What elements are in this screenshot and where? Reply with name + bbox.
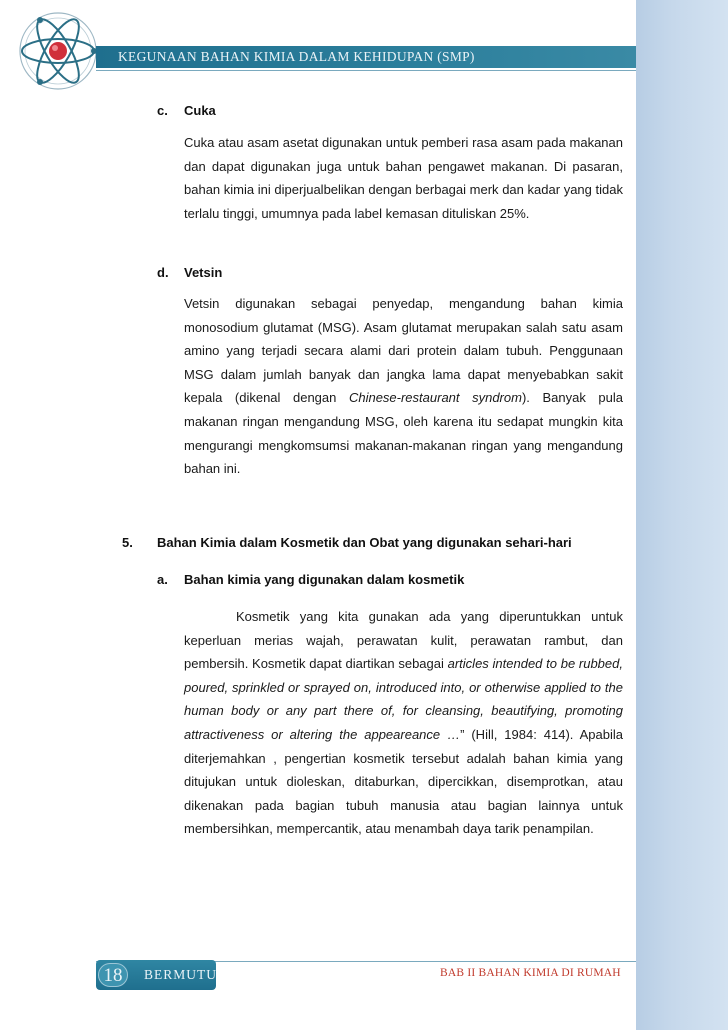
section-heading-5: Bahan Kimia dalam Kosmetik dan Obat yang digunakan sehari-hari xyxy=(157,535,572,550)
item-heading-kosmetik: Bahan kimia yang digunakan dalam kosmetik xyxy=(184,572,465,587)
kosmetik-italic-quote: articles intended to be rubbed, poured, sprinkled or sprayed on, introduced into, or otherwise applied to the human body or any part there of, for cleansing, beautifying, promoting attractiveness or altering the appeareance … xyxy=(184,656,623,742)
vetsin-text-2: ). Banyak pula makanan ringan mengandung MSG, oleh karena itu sedapat mungkin kita mengurangi mengkomsumsi makanan-makanan ringan yang mengandung bahan ini. xyxy=(184,390,623,477)
paragraph-vetsin xyxy=(184,292,623,481)
paragraph-cuka: Cuka atau asam asetat digunakan untuk pemberi rasa asam pada makanan dan dapat digunakan juga untuk bahan pengawet makanan. Di pasaran, bahan kimia ini diperjualbelikan dengan berbagai merk dan kadar yang tidak terlalu tinggi, umumnya pada label kemasan dituliskan 25%. xyxy=(184,135,623,221)
footer-page-badge xyxy=(96,960,216,990)
header-title: KEGUNAAN BAHAN KIMIA DALAM KEHIDUPAN (SMP) xyxy=(118,49,475,64)
item-marker-d: d. xyxy=(157,265,169,280)
item-marker-a: a. xyxy=(157,572,168,587)
page-number: 18 xyxy=(103,965,123,986)
item-marker-c: c. xyxy=(157,103,168,118)
side-decorative-band xyxy=(636,0,728,1030)
atom-emblem-icon xyxy=(6,8,110,94)
vetsin-text-1: Vetsin digunakan sebagai penyedap, mengandung bahan kimia monosodium glutamat (MSG). Asam glutamat merupakan salah satu asam amino yang terjadi secara alami dari protein dalam tubuh. Penggunaan MSG dalam jumlah banyak dan jangka lama dapat menyebabkan sakit kepala (dikenal dengan xyxy=(184,296,623,406)
kosmetik-text-2: ” (Hill, 1984: 414). Apabila diterjemahkan , pengertian kosmetik tersebut adalah bahan kimia yang ditujukan untuk dioleskan, ditaburkan, dipercikkan, disemprotkan, atau dikenakan pada bagian tubuh manusia atau bagian lainnya untuk membersihkan, mempercantik, atau menambah daya tarik penampilan. xyxy=(184,726,623,837)
footer-chapter-title: BAB II BAHAN KIMIA DI RUMAH xyxy=(440,967,621,979)
header-divider xyxy=(96,70,636,71)
page-number-circle xyxy=(98,963,128,987)
footer-label: BERMUTU xyxy=(144,967,218,982)
item-heading-vetsin: Vetsin xyxy=(184,265,223,280)
paragraph-kosmetik xyxy=(184,605,623,841)
item-heading-cuka: Cuka xyxy=(184,103,216,118)
header-bar xyxy=(96,46,636,68)
section-marker-5: 5. xyxy=(122,535,133,550)
vetsin-italic-term: Chinese-restaurant syndrom xyxy=(348,390,522,406)
kosmetik-text-1: Kosmetik yang kita gunakan ada yang diperuntukkan untuk keperluan merias wajah, perawatan kulit, perawatan rambut, dan pembersih. Kosmetik dapat diartikan sebagai xyxy=(184,609,623,672)
